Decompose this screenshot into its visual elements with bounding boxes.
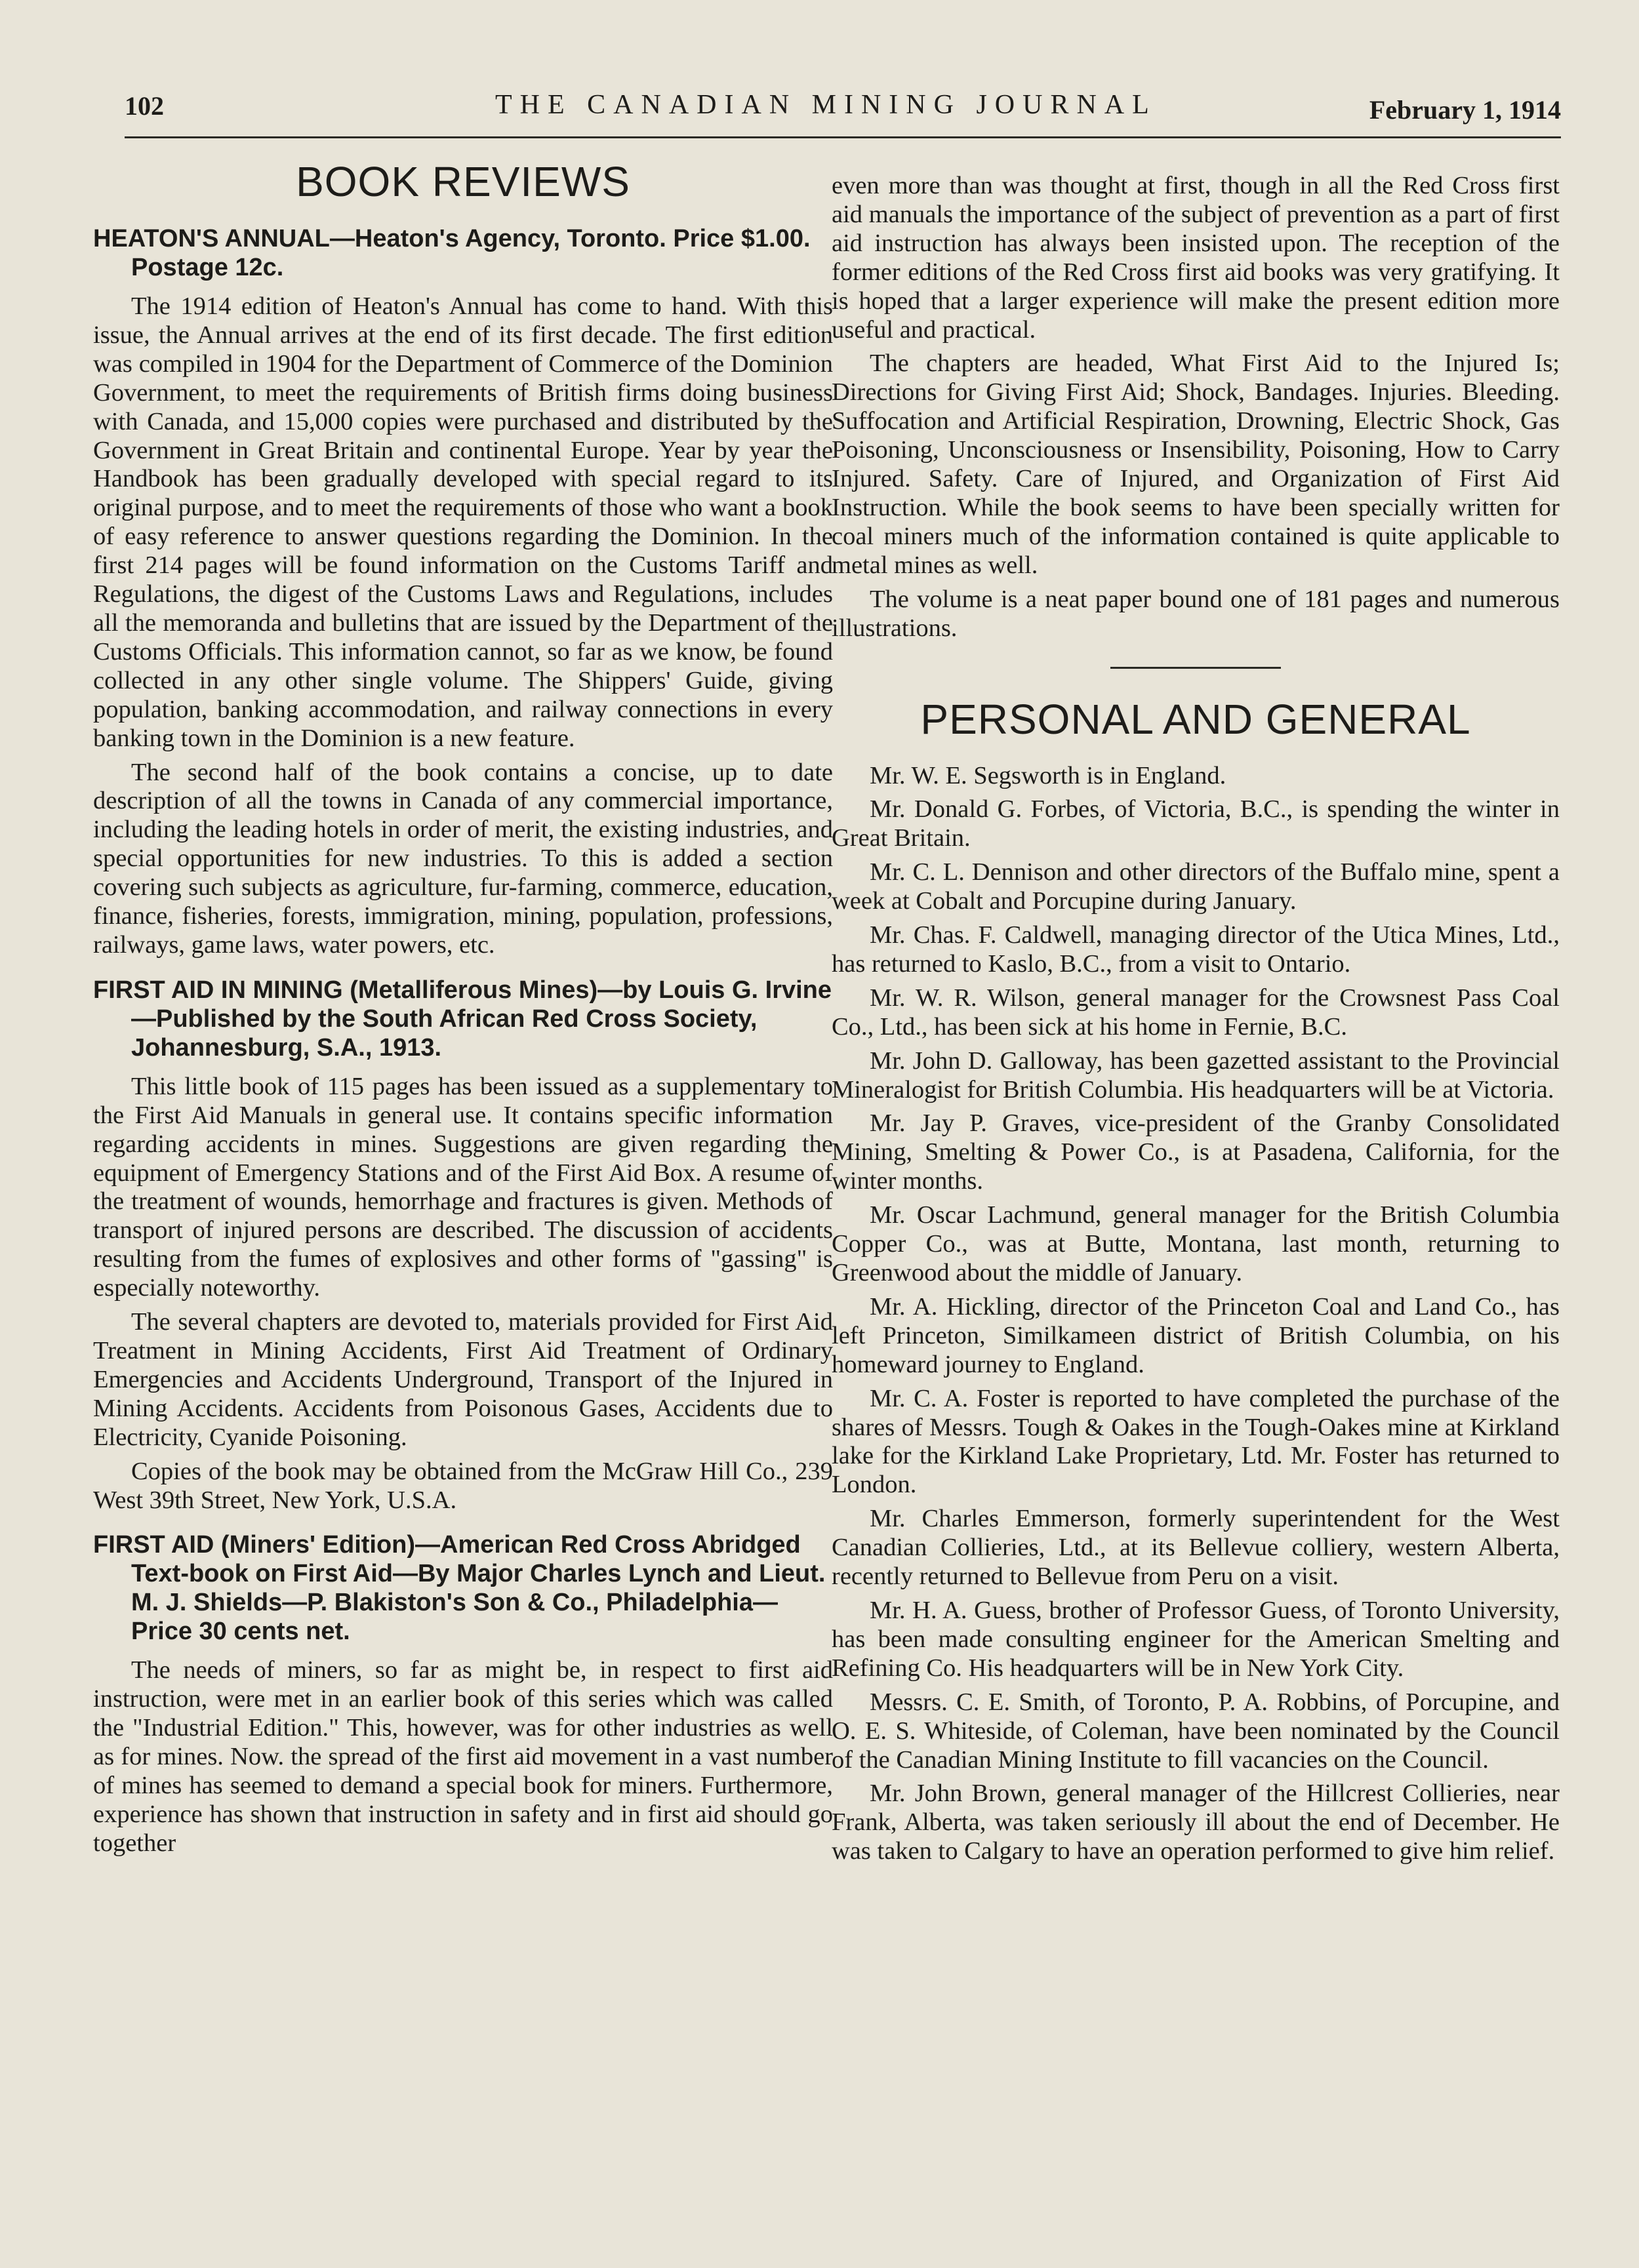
first-aid-mining-heading: FIRST AID IN MINING (Metalliferous Mines)—by Louis G. Irvine—Published by the South African Red Cross Society, Johannesburg, S.A., 1913. — [93, 976, 832, 1062]
personal-item: Messrs. C. E. Smith, of Toronto, P. A. Robbins, of Porcupine, and O. E. S. Whiteside, of Coleman, have been nominated by the Council of the Canadian Mining Institute to fill vacancies on the Council. — [832, 1688, 1560, 1774]
heaton-paragraph: The second half of the book contains a concise, up to date description of all the towns in Canada of any commercial importance, including the leading hotels in order of merit, the existing industries, and special opportunities for new industries. To this is added a section covering such subjects as agriculture, fur-farming, commerce, education, finance, fisheries, forests, immigration, mining, population, professions, railways, game laws, water powers, etc. — [93, 758, 833, 959]
first-aid-mining-paragraph: Copies of the book may be obtained from the McGraw Hill Co., 239 West 39th Street, New York, U.S.A. — [93, 1457, 833, 1514]
first-aid-miners-paragraph: The needs of miners, so far as might be, in respect to first aid instruction, were met in an earlier book of this series which was called the "Industrial Edition." This, however, was for other industries as well as for mines. Now. the spread of the first aid movement in a vast number of mines has seemed to demand a special book for miners. Furthermore, experience has shown that instruction in safety and in first aid should go together — [93, 1656, 833, 1857]
first-aid-miners-heading: FIRST AID (Miners' Edition)—American Red Cross Abridged Text-book on First Aid—By Major Charles Lynch and Lieut. M. J. Shields—P. Blakiston's Son & Co., Philadelphia—Price 30 cents net. — [93, 1531, 826, 1646]
first-aid-mining-paragraph: The several chapters are devoted to, materials provided for First Aid Treatment in Mining Accidents, First Aid Treatment of Ordinary Emergencies and Accidents Underground, Transport of the Injured in Mining Accidents. Accidents from Poisonous Gases, Accidents due to Electricity, Cyanide Poisoning. — [93, 1308, 833, 1451]
first-aid-mining-paragraph: This little book of 115 pages has been issued as a supplementary to the First Aid Manuals in general use. It contains specific information regarding accidents in mines. Suggestions are given regarding the equipment of Emergency Stations and of the First Aid Box. A resume of the treatment of wounds, hemorrhage and fractures is given. Methods of transport of injured persons are described. The discussion of accidents resulting from the fumes of explosives and other forms of "gassing" is especially noteworthy. — [93, 1072, 833, 1302]
heaton-review-heading: HEATON'S ANNUAL—Heaton's Agency, Toronto. Price $1.00. Postage 12c. — [93, 225, 811, 281]
personal-item: Mr. Chas. F. Caldwell, managing director of the Utica Mines, Ltd., has returned to Kaslo, B.C., from a visit to Ontario. — [832, 921, 1560, 978]
section-divider — [1110, 667, 1281, 669]
page-header — [125, 84, 1561, 138]
personal-item: Mr. W. R. Wilson, general manager for the Crowsnest Pass Coal Co., Ltd., has been sick at his home in Fernie, B.C. — [832, 984, 1560, 1041]
left-column — [93, 157, 833, 1863]
first-aid-miners-continued: even more than was thought at first, though in all the Red Cross first aid manuals the importance of the subject of prevention as a part of first aid instruction has always been insisted upon. The reception of the former editions of the Red Cross first aid books was very gratifying. It is hoped that a larger experience will make the present edition more useful and practical. — [832, 172, 1560, 344]
personal-item: Mr. Donald G. Forbes, of Victoria, B.C., is spending the winter in Great Britain. — [832, 795, 1560, 852]
right-column — [832, 172, 1560, 1871]
first-aid-miners-continued: The volume is a neat paper bound one of 181 pages and numerous illustrations. — [832, 585, 1560, 642]
issue-date: February 1, 1914 — [1369, 95, 1561, 125]
personal-item: Mr. Charles Emmerson, formerly superintendent for the West Canadian Collieries, Ltd., at its Bellevue colliery, western Alberta, recently returned to Bellevue from Peru on a visit. — [832, 1505, 1560, 1591]
personal-item: Mr. W. E. Segsworth is in England. — [870, 761, 1226, 789]
journal-title: THE CANADIAN MINING JOURNAL — [495, 90, 1157, 120]
heaton-paragraph: The 1914 edition of Heaton's Annual has come to hand. With this issue, the Annual arrives at the end of its first decade. The first edition was compiled in 1904 for the Department of Commerce of the Dominion Government, to meet the requirements of British firms doing business with Canada, and 15,000 copies were purchased and distributed by the Government in Great Britain and continental Europe. Year by year the Handbook has been gradually developed with special regard to its original purpose, and to meet the requirements of those who want a book of easy reference to answer questions regarding the Dominion. In the first 214 pages will be found information on the Customs Tariff and Regulations, the digest of the Customs Laws and Regulations, includes all the memoranda and bulletins that are issued by the Department of the Customs Officials. This information cannot, so far as we know, be found collected in any other single volume. The Shippers' Guide, giving population, banking accommodation, and railway connections in every banking town in the Dominion is a new feature. — [93, 292, 833, 752]
personal-item: Mr. John Brown, general manager of the Hillcrest Collieries, near Frank, Alberta, was taken seriously ill about the end of December. He was taken to Calgary to have an operation performed to give him relief. — [832, 1780, 1560, 1865]
personal-item: Mr. Jay P. Graves, vice-president of the Granby Consolidated Mining, Smelting & Power Co., is at Pasadena, California, for the winter months. — [832, 1109, 1560, 1195]
personal-item: Mr. C. L. Dennison and other directors of the Buffalo mine, spent a week at Cobalt and Porcupine during January. — [832, 858, 1560, 915]
personal-item: Mr. H. A. Guess, brother of Professor Guess, of Toronto University, has been made consulting engineer for the American Smelting and Refining Co. His headquarters will be in New York City. — [832, 1596, 1560, 1682]
personal-item: Mr. John D. Galloway, has been gazetted assistant to the Provincial Mineralogist for British Columbia. His headquarters will be at Victoria. — [832, 1046, 1560, 1104]
personal-general-title: PERSONAL AND GENERAL — [920, 695, 1471, 743]
book-reviews-title: BOOK REVIEWS — [296, 158, 630, 205]
personal-item: Mr. C. A. Foster is reported to have completed the purchase of the shares of Messrs. Tough & Oakes in the Tough-Oakes mine at Kirkland lake for the Kirkland Lake Proprietary, Ltd. Mr. Foster has returned to London. — [832, 1384, 1560, 1499]
page-number: 102 — [125, 91, 164, 121]
personal-item: Mr. A. Hickling, director of the Princeton Coal and Land Co., has left Princeton, Similkameen district of British Columbia, on his homeward journey to England. — [832, 1292, 1560, 1378]
personal-item: Mr. Oscar Lachmund, general manager for the British Columbia Copper Co., was at Butte, Montana, last month, returning to Greenwood about the middle of January. — [832, 1201, 1560, 1286]
personal-items-list — [832, 762, 1560, 1867]
first-aid-miners-continued: The chapters are headed, What First Aid to the Injured Is; Directions for Giving First Aid; Shock, Bandages. Injuries. Bleeding. Suffocation and Artificial Respiration, Drowning, Electric Shock, Gas Poisoning, Unconsciousness or Insensibility, Poisoning, How to Carry Injured. Safety. Care of Injured, and Organization of First Aid Instruction. While the book seems to have been specially written for coal miners much of the information contained is quite applicable to metal mines as well. — [832, 349, 1560, 579]
